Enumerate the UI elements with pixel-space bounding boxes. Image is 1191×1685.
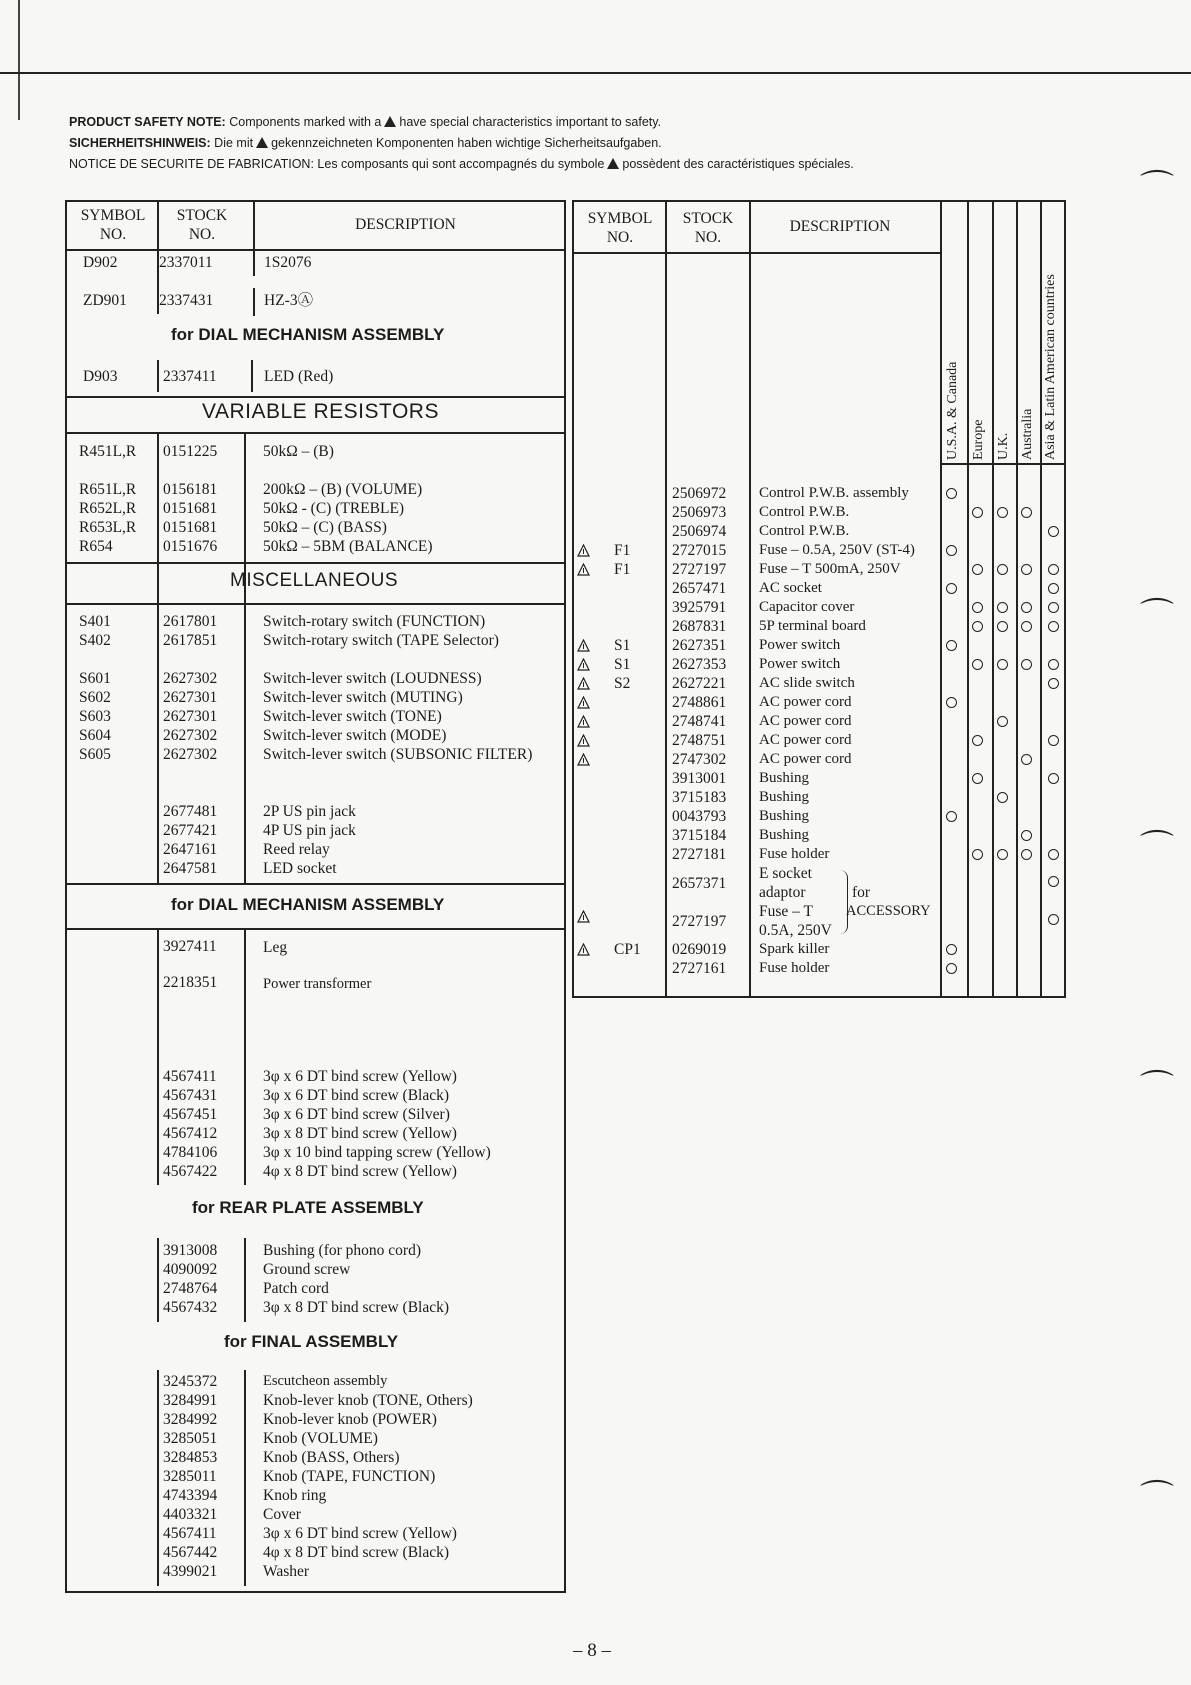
availability-mark: [946, 640, 957, 651]
row-stock: 2647581: [163, 860, 218, 877]
col-divider: [157, 360, 159, 392]
row-symbol: S605: [79, 746, 111, 763]
row-desc: 50kΩ – 5BM (BALANCE): [263, 538, 433, 555]
col-divider: [157, 605, 159, 883]
header-symbol: SYMBOL NO.: [80, 207, 146, 243]
row-stock: 2337411: [163, 368, 217, 385]
row-stock: 2627302: [163, 727, 218, 744]
header-rule: [67, 249, 564, 251]
binder-hole-mark: ⌒: [1140, 830, 1174, 867]
row-symbol: S2: [614, 675, 631, 692]
row-desc: AC socket: [759, 580, 822, 596]
availability-mark: [1021, 754, 1032, 765]
row-desc: Knob-lever knob (POWER): [263, 1411, 437, 1428]
row-stock: 4567451: [163, 1106, 218, 1123]
note-product: [69, 112, 1069, 133]
row-desc: 3φ x 8 DT bind screw (Black): [263, 1299, 450, 1316]
acc-desc-1a: E socket: [759, 865, 812, 882]
row-stock: 4784106: [163, 1144, 218, 1161]
warning-triangle-icon: [577, 715, 590, 728]
note-german-label: SICHERHEITSHINWEIS:: [69, 136, 211, 150]
row-stock: 3913008: [163, 1242, 218, 1259]
row-desc: Patch cord: [263, 1280, 329, 1297]
row-desc: 3φ x 6 DT bind screw (Black): [263, 1087, 450, 1104]
section-variable-resistors: VARIABLE RESISTORS: [202, 400, 439, 423]
row-stock: 4567411: [163, 1525, 217, 1542]
warning-triangle-icon: [577, 677, 590, 690]
row-desc: Leg: [263, 939, 288, 956]
row-stock: 0151681: [163, 519, 218, 536]
warning-triangle-icon: [577, 544, 590, 557]
row-desc: HZ-3Ⓐ: [264, 292, 314, 309]
row-stock: 2627302: [163, 670, 218, 687]
note-french: [69, 154, 1069, 175]
row-desc: 1S2076: [264, 254, 312, 271]
row-desc: 200kΩ – (B) (VOLUME): [263, 481, 423, 498]
row-symbol: D903: [83, 368, 118, 385]
col-divider: [244, 930, 246, 1185]
availability-mark: [972, 735, 983, 746]
row-desc: AC power cord: [759, 732, 852, 748]
col-divider: [749, 202, 751, 998]
row-desc: Knob-lever knob (TONE, Others): [263, 1392, 473, 1409]
col-divider: [253, 288, 255, 316]
availability-mark: [1048, 602, 1059, 613]
row-desc: Knob (BASS, Others): [263, 1449, 400, 1466]
col-divider: [157, 202, 159, 250]
binder-hole-mark: ⌒: [1140, 1070, 1174, 1107]
row-stock: 4743394: [163, 1487, 218, 1504]
row-desc: Power switch: [759, 637, 841, 653]
col-divider: [1016, 202, 1018, 998]
availability-mark: [1048, 583, 1059, 594]
availability-mark: [1048, 526, 1059, 537]
row-desc: Power switch: [759, 656, 841, 672]
row-symbol: F1: [614, 542, 631, 559]
row-desc: Ground screw: [263, 1261, 351, 1278]
row-desc: Knob (VOLUME): [263, 1430, 378, 1447]
section-rule: [67, 396, 564, 398]
header-rule: [574, 252, 940, 254]
note-german: [69, 133, 1069, 154]
section-rule: [67, 603, 564, 605]
availability-mark: [1048, 735, 1059, 746]
row-desc: Power transformer: [263, 976, 372, 992]
row-desc: Knob ring: [263, 1487, 327, 1504]
header-description: DESCRIPTION: [355, 216, 456, 233]
row-symbol: S603: [79, 708, 111, 725]
col-divider: [244, 605, 246, 883]
row-symbol: F1: [614, 561, 631, 578]
availability-mark: [997, 849, 1008, 860]
row-symbol: D902: [83, 254, 118, 271]
warning-triangle-icon: [577, 658, 590, 671]
row-stock: 4567431: [163, 1087, 218, 1104]
row-stock: 4567411: [163, 1068, 217, 1085]
row-desc: 2P US pin jack: [263, 803, 356, 820]
acc-desc-2a: Fuse – T: [759, 903, 813, 920]
note-german-text: Die mit: [214, 136, 254, 150]
availability-mark: [946, 944, 957, 955]
row-desc: Knob (TAPE, FUNCTION): [263, 1468, 436, 1485]
availability-mark: [946, 583, 957, 594]
region-asia-latin-america: Asia & Latin American countries: [1043, 274, 1058, 460]
col-divider: [157, 1370, 159, 1586]
section-rear-plate: for REAR PLATE ASSEMBLY: [192, 1198, 424, 1217]
row-stock: 4567442: [163, 1544, 218, 1561]
col-divider: [940, 202, 942, 998]
row-desc: AC slide switch: [759, 675, 855, 691]
availability-mark: [972, 659, 983, 670]
row-desc: Bushing: [759, 808, 810, 824]
availability-mark: [997, 564, 1008, 575]
availability-mark: [946, 963, 957, 974]
row-desc: 50kΩ - (C) (TREBLE): [263, 500, 405, 517]
row-desc: Bushing (for phono cord): [263, 1242, 421, 1259]
row-stock: 2617851: [163, 632, 218, 649]
row-stock: 2748861: [672, 694, 727, 711]
row-stock: 2627301: [163, 689, 218, 706]
row-stock: 0151681: [163, 500, 218, 517]
row-stock: 3715184: [672, 827, 727, 844]
row-stock: 2627302: [163, 746, 218, 763]
row-stock: 2677421: [163, 822, 218, 839]
availability-mark: [946, 697, 957, 708]
availability-mark: [1048, 914, 1059, 925]
row-desc: 50kΩ – (C) (BASS): [263, 519, 387, 536]
row-desc: Cover: [263, 1506, 301, 1523]
row-stock: 3285051: [163, 1430, 218, 1447]
scan-edge-mark: [18, 0, 20, 120]
section-dial-mechanism: for DIAL MECHANISM ASSEMBLY: [171, 325, 445, 344]
row-stock: 2218351: [163, 974, 218, 991]
section-rule: [67, 883, 564, 885]
row-desc: 4P US pin jack: [263, 822, 356, 839]
col-divider: [253, 202, 255, 250]
section-rule: [67, 928, 564, 930]
row-desc: Fuse holder: [759, 960, 830, 976]
row-desc: 3φ x 10 bind tapping screw (Yellow): [263, 1144, 491, 1161]
col-divider: [244, 1370, 246, 1586]
col-divider: [157, 250, 159, 314]
row-stock: 3715183: [672, 789, 727, 806]
row-stock: 0156181: [163, 481, 218, 498]
row-desc: Escutcheon assembly: [263, 1373, 388, 1389]
row-stock: 3913001: [672, 770, 727, 787]
col-divider: [244, 1238, 246, 1322]
parts-table-right: [572, 200, 1066, 998]
warning-triangle-icon: [256, 137, 268, 148]
col-divider: [665, 202, 667, 998]
acc-stock-2: 2727197: [672, 913, 727, 930]
binder-hole-mark: ⌒: [1140, 1480, 1174, 1517]
availability-mark: [972, 773, 983, 784]
row-desc: Switch-lever switch (TONE): [263, 708, 442, 725]
row-stock: 2657471: [672, 580, 727, 597]
note-product-tail: have special characteristics important to safety.: [399, 115, 662, 129]
warning-triangle-icon: [577, 696, 590, 709]
row-stock: 4567412: [163, 1125, 218, 1142]
row-symbol: S402: [79, 632, 111, 649]
availability-mark: [1048, 621, 1059, 632]
header-symbol: SYMBOL NO.: [587, 210, 653, 246]
warning-triangle-icon: [577, 753, 590, 766]
row-symbol: R652L,R: [79, 500, 137, 517]
row-desc: Switch-rotary switch (FUNCTION): [263, 613, 486, 630]
row-desc: 3φ x 6 DT bind screw (Silver): [263, 1106, 450, 1123]
row-desc: Control P.W.B.: [759, 523, 850, 539]
row-desc: Switch-lever switch (MODE): [263, 727, 447, 744]
row-stock: 3284992: [163, 1411, 218, 1428]
availability-mark: [1021, 507, 1032, 518]
row-desc: Switch-lever switch (SUBSONIC FILTER): [263, 746, 533, 763]
availability-mark: [997, 716, 1008, 727]
section-miscellaneous: MISCELLANEOUS: [230, 570, 399, 591]
row-desc: 3φ x 6 DT bind screw (Yellow): [263, 1525, 457, 1542]
row-desc: Bushing: [759, 770, 810, 786]
note-product-text: Components marked with a: [229, 115, 382, 129]
header-stock: STOCK NO.: [682, 210, 734, 246]
section-dial-mechanism-2: for DIAL MECHANISM ASSEMBLY: [171, 895, 445, 914]
note-french-text: Les composants qui sont accompagnés du symbole: [317, 157, 605, 171]
row-stock: 0043793: [672, 808, 727, 825]
row-desc: Spark killer: [759, 941, 830, 957]
availability-mark: [1048, 678, 1059, 689]
row-stock: 2617801: [163, 613, 218, 630]
row-stock: 2727015: [672, 542, 727, 559]
availability-mark: [997, 602, 1008, 613]
row-desc: Bushing: [759, 789, 810, 805]
warning-triangle-icon: [577, 639, 590, 652]
availability-mark: [972, 621, 983, 632]
row-stock: 4090092: [163, 1261, 218, 1278]
row-stock: 3927411: [163, 938, 217, 955]
row-desc: Fuse – T 500mA, 250V: [759, 561, 901, 577]
row-symbol: R654: [79, 538, 113, 555]
availability-mark: [1021, 602, 1032, 613]
availability-mark: [946, 811, 957, 822]
availability-mark: [946, 488, 957, 499]
section-rule: [67, 432, 564, 434]
binder-hole-mark: ⌒: [1140, 170, 1174, 207]
row-desc: AC power cord: [759, 751, 852, 767]
col-divider: [967, 202, 969, 998]
row-symbol: CP1: [614, 941, 641, 958]
row-desc: 3φ x 6 DT bind screw (Yellow): [263, 1068, 457, 1085]
availability-mark: [972, 564, 983, 575]
row-symbol: R653L,R: [79, 519, 137, 536]
col-divider: [992, 202, 994, 998]
row-stock: 0269019: [672, 941, 727, 958]
region-header-rule: [940, 463, 1066, 465]
note-product-label: PRODUCT SAFETY NOTE:: [69, 115, 226, 129]
row-desc: 4φ x 8 DT bind screw (Yellow): [263, 1163, 457, 1180]
col-divider: [157, 930, 159, 1185]
row-stock: 2677481: [163, 803, 218, 820]
availability-mark: [1021, 564, 1032, 575]
row-stock: 2748741: [672, 713, 727, 730]
row-desc: Switch-rotary switch (TAPE Selector): [263, 632, 499, 649]
warning-triangle-icon: [577, 734, 590, 747]
availability-mark: [997, 792, 1008, 803]
accessory-brace-icon: [840, 870, 848, 934]
row-desc: Fuse holder: [759, 846, 830, 862]
row-desc: LED (Red): [264, 368, 334, 385]
availability-mark: [1048, 849, 1059, 860]
row-symbol: S604: [79, 727, 111, 744]
row-stock: 0151676: [163, 538, 218, 555]
availability-mark: [997, 621, 1008, 632]
row-desc: Reed relay: [263, 841, 330, 858]
row-stock: 2687831: [672, 618, 727, 635]
col-divider: [251, 360, 253, 392]
row-symbol: S1: [614, 637, 631, 654]
header-rule: [0, 72, 1191, 74]
row-symbol: R651L,R: [79, 481, 137, 498]
row-stock: 3245372: [163, 1373, 218, 1390]
row-stock: 2627221: [672, 675, 727, 692]
availability-mark: [946, 545, 957, 556]
row-stock: 2506973: [672, 504, 727, 521]
row-desc: Control P.W.B. assembly: [759, 485, 909, 501]
availability-mark: [1021, 849, 1032, 860]
col-divider: [157, 1238, 159, 1322]
availability-mark: [972, 602, 983, 613]
row-stock: 3925791: [672, 599, 727, 616]
region-usa-canada: U.S.A. & Canada: [945, 361, 960, 460]
row-stock: 4567432: [163, 1299, 218, 1316]
parts-table-left: [65, 200, 566, 1593]
warning-triangle-icon: [577, 910, 590, 923]
row-stock: 2727197: [672, 561, 727, 578]
availability-mark: [997, 507, 1008, 518]
row-stock: 2727181: [672, 846, 727, 863]
row-desc: AC power cord: [759, 694, 852, 710]
page-number: – 8 –: [573, 1640, 611, 1661]
row-desc: 3φ x 8 DT bind screw (Yellow): [263, 1125, 457, 1142]
section-rule: [67, 562, 564, 564]
row-stock: 2627353: [672, 656, 727, 673]
availability-mark: [1021, 830, 1032, 841]
row-stock: 2627301: [163, 708, 218, 725]
row-symbol: S401: [79, 613, 111, 630]
availability-mark: [1021, 621, 1032, 632]
row-desc: 50kΩ – (B): [263, 443, 334, 460]
acc-desc-2b: 0.5A, 250V: [759, 922, 832, 939]
row-desc: Fuse – 0.5A, 250V (ST-4): [759, 542, 915, 558]
row-symbol: S601: [79, 670, 111, 687]
col-divider: [253, 250, 255, 276]
row-desc: Washer: [263, 1563, 310, 1580]
row-desc: Switch-lever switch (LOUDNESS): [263, 670, 482, 687]
note-french-tail: possèdent des caractéristiques spéciales.: [622, 157, 854, 171]
row-stock: 2747302: [672, 751, 727, 768]
row-desc: LED socket: [263, 860, 337, 877]
header-description: DESCRIPTION: [789, 218, 891, 235]
row-symbol: R451L,R: [79, 443, 137, 460]
binder-hole-mark: ⌒: [1140, 598, 1174, 635]
row-stock: 0151225: [163, 443, 218, 460]
row-stock: 2506974: [672, 523, 727, 540]
warning-triangle-icon: [577, 563, 590, 576]
row-desc: Control P.W.B.: [759, 504, 850, 520]
warning-triangle-icon: [577, 943, 590, 956]
row-stock: 4567422: [163, 1163, 218, 1180]
region-australia: Australia: [1020, 408, 1035, 460]
availability-mark: [1021, 659, 1032, 670]
row-desc: AC power cord: [759, 713, 852, 729]
region-europe: Europe: [971, 419, 986, 460]
region-uk: U.K.: [996, 432, 1011, 460]
availability-mark: [1048, 564, 1059, 575]
note-french-label: NOTICE DE SECURITE DE FABRICATION:: [69, 157, 314, 171]
row-symbol: S1: [614, 656, 631, 673]
availability-mark: [1048, 659, 1059, 670]
row-stock: 2337011: [159, 254, 213, 271]
acc-accessory-label: ACCESSORY: [846, 903, 931, 919]
availability-mark: [972, 849, 983, 860]
row-stock: 2748751: [672, 732, 727, 749]
warning-triangle-icon: [384, 116, 396, 127]
section-final-assembly: for FINAL ASSEMBLY: [224, 1332, 399, 1351]
row-desc: 5P terminal board: [759, 618, 866, 634]
availability-mark: [1048, 876, 1059, 887]
row-stock: 4399021: [163, 1563, 218, 1580]
row-symbol: ZD901: [83, 292, 127, 309]
acc-stock-1: 2657371: [672, 875, 727, 892]
availability-mark: [997, 659, 1008, 670]
acc-for-label: for: [852, 884, 871, 901]
row-stock: 2647161: [163, 841, 218, 858]
row-symbol: S602: [79, 689, 111, 706]
row-stock: 2506972: [672, 485, 727, 502]
row-desc: 4φ x 8 DT bind screw (Black): [263, 1544, 450, 1561]
row-desc: Bushing: [759, 827, 810, 843]
row-stock: 4403321: [163, 1506, 218, 1523]
row-stock: 3284853: [163, 1449, 218, 1466]
row-stock: 3285011: [163, 1468, 217, 1485]
availability-mark: [1048, 773, 1059, 784]
safety-notes: [69, 112, 1069, 175]
row-desc: Switch-lever switch (MUTING): [263, 689, 463, 706]
col-divider: [1040, 202, 1042, 998]
warning-triangle-icon: [607, 158, 619, 169]
row-stock: 2748764: [163, 1280, 218, 1297]
header-stock: STOCK NO.: [176, 207, 228, 243]
row-stock: 2727161: [672, 960, 727, 977]
row-stock: 3284991: [163, 1392, 218, 1409]
acc-desc-1b: adaptor: [759, 884, 806, 901]
note-german-tail: gekennzeichneten Komponenten haben wichtige Sicherheitsaufgaben.: [271, 136, 662, 150]
row-stock: 2627351: [672, 637, 727, 654]
row-stock: 2337431: [159, 292, 214, 309]
row-desc: Capacitor cover: [759, 599, 855, 615]
availability-mark: [972, 507, 983, 518]
